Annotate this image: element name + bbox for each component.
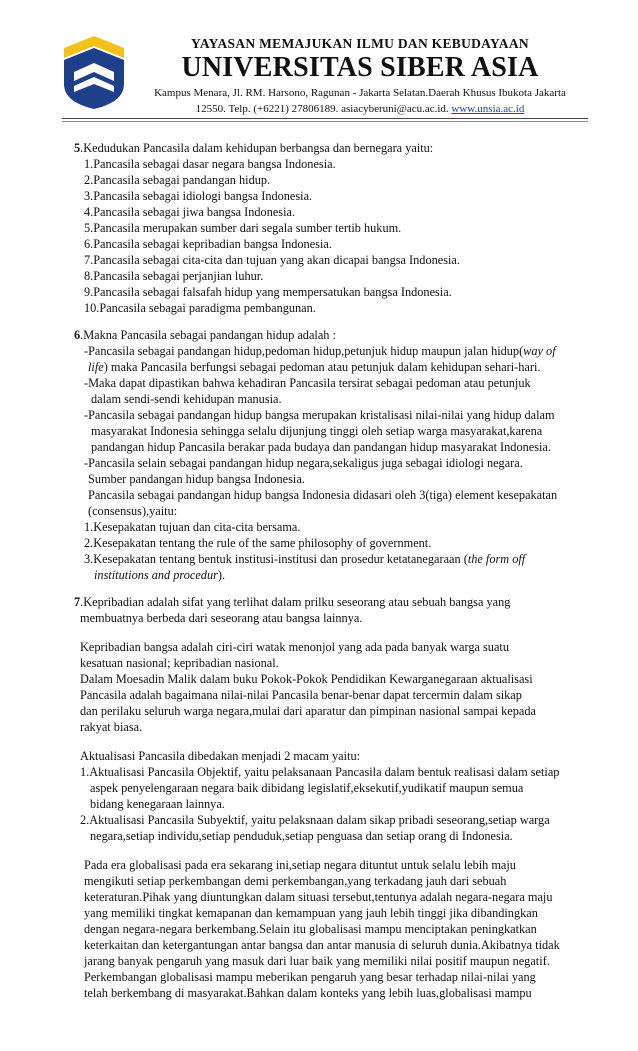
paragraph-line: Aktualisasi Pancasila dibedakan menjadi 2 macam yaitu: [80,749,361,763]
university-name: UNIVERSITAS SIBER ASIA [181,52,539,83]
list-item: 4.Pancasila sebagai jiwa bangsa Indonesia. [84,205,296,219]
list-item: aspek penyelengaraan negara baik dibidang legislatif,eksekutif,yudikatif maupun semua [90,781,524,795]
paragraph-line: Sumber pandangan hidup bangsa Indonesia. [88,472,305,486]
list-item: 3.Pancasila sebagai idiologi bangsa Indonesia. [84,189,313,203]
list-item: 10.Pancasila sebagai paradigma pembangunan. [84,301,316,315]
paragraph-line: jarang banyak pengaruh yang masuk dari luar baik yang memiliki nilai positif maupun negatif. [84,954,550,968]
paragraph-line: Pancasila sebagai pandangan hidup bangsa Indonesia didasari oleh 3(tiga) element kesepakatan [88,488,558,502]
list-item: 9.Pancasila sebagai falsafah hidup yang mempersatukan bangsa Indonesia. [84,285,452,299]
list-item: 2.Kesepakatan tentang the rule of the same philosophy of government. [84,536,432,550]
paragraph-line: rakyat biasa. [80,720,143,734]
list-item: 5.Pancasila merupakan sumber dari segala sumber tertib hukum. [84,221,402,235]
paragraph-line: telah berkembang di masyarakat.Bahkan dalam konteks yang lebih luas,globalisasi mampu [84,986,532,1000]
section-5-heading: 5.Kedudukan Pancasila dalam kehidupan berbangsa dan bernegara yaitu: [74,141,434,155]
list-item: 1.Pancasila sebagai dasar negara bangsa Indonesia. [84,157,336,171]
paragraph-line: -Pancasila selain sebagai pandangan hidup negara,sekaligus juga sebagai idiologi negara. [84,456,523,470]
paragraph-line: dalam sendi-sendi kehidupan manusia. [91,392,282,406]
paragraph-line: membuatnya berbeda dari seseorang atau bangsa lainnya. [80,611,363,625]
paragraph-line: dan perilaku seluruh warga negara,mulai dari aparatur dan pimpinan nasional sampai kepada [80,704,536,718]
header-rule-thin [62,121,588,122]
paragraph-line: Perkembangan globalisasi mampu meberikan pengaruh yang besar terhadap nilai-nilai yang [84,970,536,984]
paragraph-line: mengikuti setiap perkembangan demi perkembangan,yang terkadang jauh dari sebuah [84,874,507,888]
list-item: institutions and procedur). [94,568,226,582]
list-item: 3.Kesepakatan tentang bentuk institusi-institusi dan prosedur ketatanegaraan (the form off [84,552,526,566]
list-item: 2.Aktualisasi Pancasila Subyektif, yaitu pelaksnaan dalam sikap pribadi seseorang,setiap warga [80,813,550,827]
paragraph-line: kesatuan nasional; kepribadian nasional. [80,656,279,670]
paragraph-line: life) maka Pancasila berfungsi sebagai pedoman atau petunjuk dalam kehidupan sehari-hari. [88,360,541,374]
list-item: negara,setiap individu,setiap penduduk,setiap penguasa dan setiap orang di Indonesia. [90,829,513,843]
list-item: 1.Aktualisasi Pancasila Objektif, yaitu pelaksanaan Pancasila dalam bentuk realisasi dalam setiap [80,765,560,779]
section-6-heading: 6.Makna Pancasila sebagai pandangan hidup adalah : [74,328,336,342]
address-line-1: Kampus Menara, Jl. RM. Harsono, Ragunan - Jakarta Selatan.Daerah Khusus Ibukota Jakarta [154,87,566,99]
paragraph-line: -Pancasila sebagai pandangan hidup bangsa merupakan kristalisasi nilai-nilai yang hidup dalam [84,408,555,422]
paragraph-line: yang memiliki tingkat kemapanan dan kemampuan yang jauh lebih tinggi jika dibandingkan [84,906,538,920]
paragraph-line: dengan negara-negara berkembang.Selain itu globalisasi mampu menciptakan peningkatkan [84,922,537,936]
paragraph-line: (consensus),yaitu: [88,504,178,518]
paragraph-line: Kepribadian bangsa adalah ciri-ciri watak menonjol yang ada pada banyak warga suatu [80,640,509,654]
letterhead [0,0,638,122]
website-link[interactable]: www.unsia.ac.id [451,103,525,115]
address-line-2 [140,103,580,115]
paragraph-line: keteraturan.Pihak yang diuntungkan dalam situasi tersebut,tentunya adalah negara-negara maju [84,890,553,904]
address-contact: 12550. Telp. (+6221) 27806189. asiacyberuni@acu.ac.id. [195,103,449,115]
list-item: 8.Pancasila sebagai perjanjian luhur. [84,269,264,283]
section-number: 6 [74,328,81,342]
paragraph-line: masyarakat Indonesia sehingga selalu dijunjung tinggi oleh setiap warga masyarakat,karena [91,424,543,438]
paragraph-line: Dalam Moesadin Malik dalam buku Pokok-Pokok Pendidikan Kewarganegaraan aktualisasi [80,672,533,686]
section-7-heading: 7.Kepribadian adalah sifat yang terlihat dalam prilku seseorang atau sebuah bangsa yang [74,595,511,609]
section-number: 5 [74,141,81,155]
list-item: 2.Pancasila sebagai pandangan hidup. [84,173,271,187]
header-rule [62,118,588,119]
list-item: 6.Pancasila sebagai kepribadian bangsa Indonesia. [84,237,332,251]
list-item: 7.Pancasila sebagai cita-cita dan tujuan yang akan dicapai bangsa Indonesia. [84,253,460,267]
section-number: 7 [74,595,81,609]
paragraph-line: -Pancasila sebagai pandangan hidup,pedoman hidup,petunjuk hidup maupun jalan hidup(way of [84,344,556,358]
organization-name: YAYASAN MEMAJUKAN ILMU DAN KEBUDAYAAN [191,36,529,51]
paragraph-line: -Maka dapat dipastikan bahwa kehadiran Pancasila tersirat sebagai pedoman atau petunjuk [84,376,531,390]
paragraph-line: pandangan hidup Pancasila berakar pada budaya dan pandangan hidup masyarakat Indonesia. [91,440,551,454]
list-item: 1.Kesepakatan tujuan dan cita-cita bersama. [84,520,301,534]
paragraph-line: Pancasila adalah bagaimana nilai-nilai Pancasila benar-benar dapat tercermin dalam sikap [80,688,522,702]
university-logo [60,34,128,110]
paragraph-line: keterkaitan dan ketergantungan antar bangsa dan antar manusia di seluruh dunia.Akibatnya tidak [84,938,560,952]
list-item: bidang kenegaraan lainnya. [90,797,225,811]
paragraph-line: Pada era globalisasi pada era sekarang ini,setiap negara dituntut untuk selalu lebih maju [84,858,516,872]
